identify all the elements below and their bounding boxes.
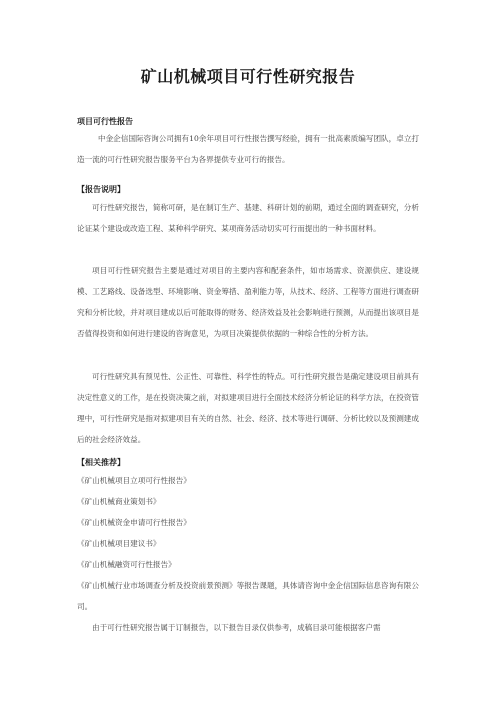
related-item: 《矿山机械资金申请可行性报告》 [77, 518, 191, 527]
intro-text: 中金企信国际咨询公司拥有10余年项目可行性报告撰写经验，拥有一批高素质编写团队，卓立打造一流的可行性研究报告服务平台为各界提供专业可行的报告。 [77, 134, 420, 164]
related-item: 《矿山机械项目建议书》 [77, 539, 161, 548]
document-title: 矿山机械项目可行性研究报告 [140, 67, 356, 86]
related-footer-text: 由于可行性研究报告属于订制报告，以下报告目录仅供参考，成稿目录可能根据客户需 [92, 623, 381, 632]
related-heading: 【相关推荐】 [77, 458, 125, 467]
related-item: 《矿山机械项目立项可行性报告》 [77, 476, 191, 485]
related-last-item: 《矿山机械行业市场调查分析及投资前景预测》等报告课题，具体请咨询中金企信国际信息咨询有限公司。 [77, 581, 419, 611]
report-desc-paragraph-3: 可行性研究具有预见性、公正性、可靠性、科学性的特点。可行性研究报告是确定建设项目前具有决定性意义的工作，是在投资决策之前，对拟建项目进行全面技术经济分析论证的科学方法，在投资管理中，可行性研究是指对拟建项目有关的自然、社会、经济、技术等进行调研、分析比较以及预测建成后的社会经济效益。 [77, 372, 419, 444]
related-item: 《矿山机械融资可行性报告》 [77, 560, 176, 569]
report-desc-paragraph-1: 可行性研究报告，简称可研，是在制订生产、基建、科研计划的前期，通过全面的调查研究，分析论证某个建设或改造工程、某种科学研究、某项商务活动切实可行而提出的一种书面材料。 [77, 203, 419, 233]
report-desc-heading: 【报告说明】 [77, 185, 125, 194]
report-desc-paragraph-2: 项目可行性研究报告主要是通过对项目的主要内容和配套条件，如市场需求、资源供应、建设规模、工艺路线、设备选型、环境影响、资金筹措、盈利能力等，从技术、经济、工程等方面进行调查研究和分析比较，并对项目建成以后可能取得的财务、经济效益及社会影响进行预测，从而提出该项目是否值得投资和如何进行建设的咨询意见，为项目决策提供依据的一种综合性的分析方法。 [77, 266, 419, 338]
related-list [77, 470, 419, 575]
intro-heading: 项目可行性报告 [77, 117, 133, 126]
related-item: 《矿山机械商业策划书》 [77, 497, 161, 506]
